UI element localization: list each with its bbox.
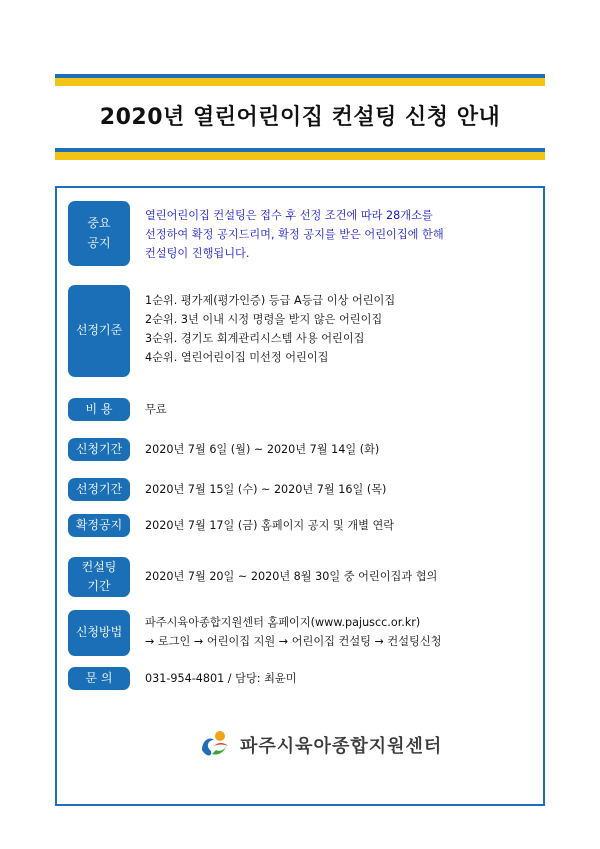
criteria-line: 1순위. 평가제(평가인증) 등급 A등급 이상 어린이집 — [145, 294, 396, 307]
center-logo-text: 파주시육아종합지원센터 — [240, 736, 443, 757]
notice-line: 선정하여 확정 공지드리며, 확정 공지를 받은 어린이집에 한해 — [145, 228, 444, 241]
notice-line: 컨설팅이 진행됩니다. — [145, 247, 250, 260]
method-line: 파주시육아종합지원센터 홈페이지(www.pajuscc.or.kr) — [145, 616, 421, 629]
page-title: 2020년 열린어린이집 컨설팅 신청 안내 — [99, 105, 501, 130]
confirmation-notice-value: 2020년 7월 17일 (금) 홈페이지 공지 및 개별 연락 — [145, 519, 395, 532]
label-selection-criteria: 선정기준 — [68, 285, 130, 377]
selection-criteria-content — [145, 291, 545, 367]
criteria-line: 2순위. 3년 이내 시정 명령을 받지 않은 어린이집 — [145, 313, 383, 326]
method-line: → 로그인 → 어린이집 지원 → 어린이집 컨설팅 → 컨설팅신청 — [145, 635, 442, 648]
notice-content — [145, 206, 545, 263]
inquiry-value: 031-954-4801 / 담당: 최윤미 — [145, 672, 297, 685]
criteria-line: 3순위. 경기도 회계관리시스템 사용 어린이집 — [145, 332, 365, 345]
label-selection-period: 선정기간 — [68, 478, 130, 501]
label-inquiry: 문 의 — [68, 667, 130, 690]
label-application-method: 신청방법 — [68, 610, 130, 656]
label-confirmation-notice: 확정공지 — [68, 514, 130, 537]
label-important-notice: 중요 공지 — [68, 201, 130, 266]
criteria-line: 4순위. 열린어린이집 미선정 어린이집 — [145, 351, 329, 364]
label-cost: 비 용 — [68, 398, 130, 421]
top-yellow-stripe — [55, 78, 545, 86]
notice-line: 열린어린이집 컨설팅은 접수 후 선정 조건에 따라 28개소를 — [145, 209, 433, 222]
label-application-period: 신청기간 — [68, 438, 130, 461]
center-logo — [196, 726, 442, 764]
consulting-period-value: 2020년 7월 20일 ~ 2020년 8월 30일 중 어린이집과 협의 — [145, 570, 438, 583]
application-period-value: 2020년 7월 6일 (월) ~ 2020년 7월 14일 (화) — [145, 443, 380, 456]
center-logo-icon — [196, 726, 234, 764]
application-method-content — [145, 613, 545, 651]
cost-value: 무료 — [145, 403, 167, 416]
title-bottom-yellow-stripe — [55, 152, 545, 160]
selection-period-value: 2020년 7월 15일 (수) ~ 2020년 7월 16일 (목) — [145, 483, 387, 496]
label-consulting-period: 컨설팅 기간 — [68, 557, 130, 597]
